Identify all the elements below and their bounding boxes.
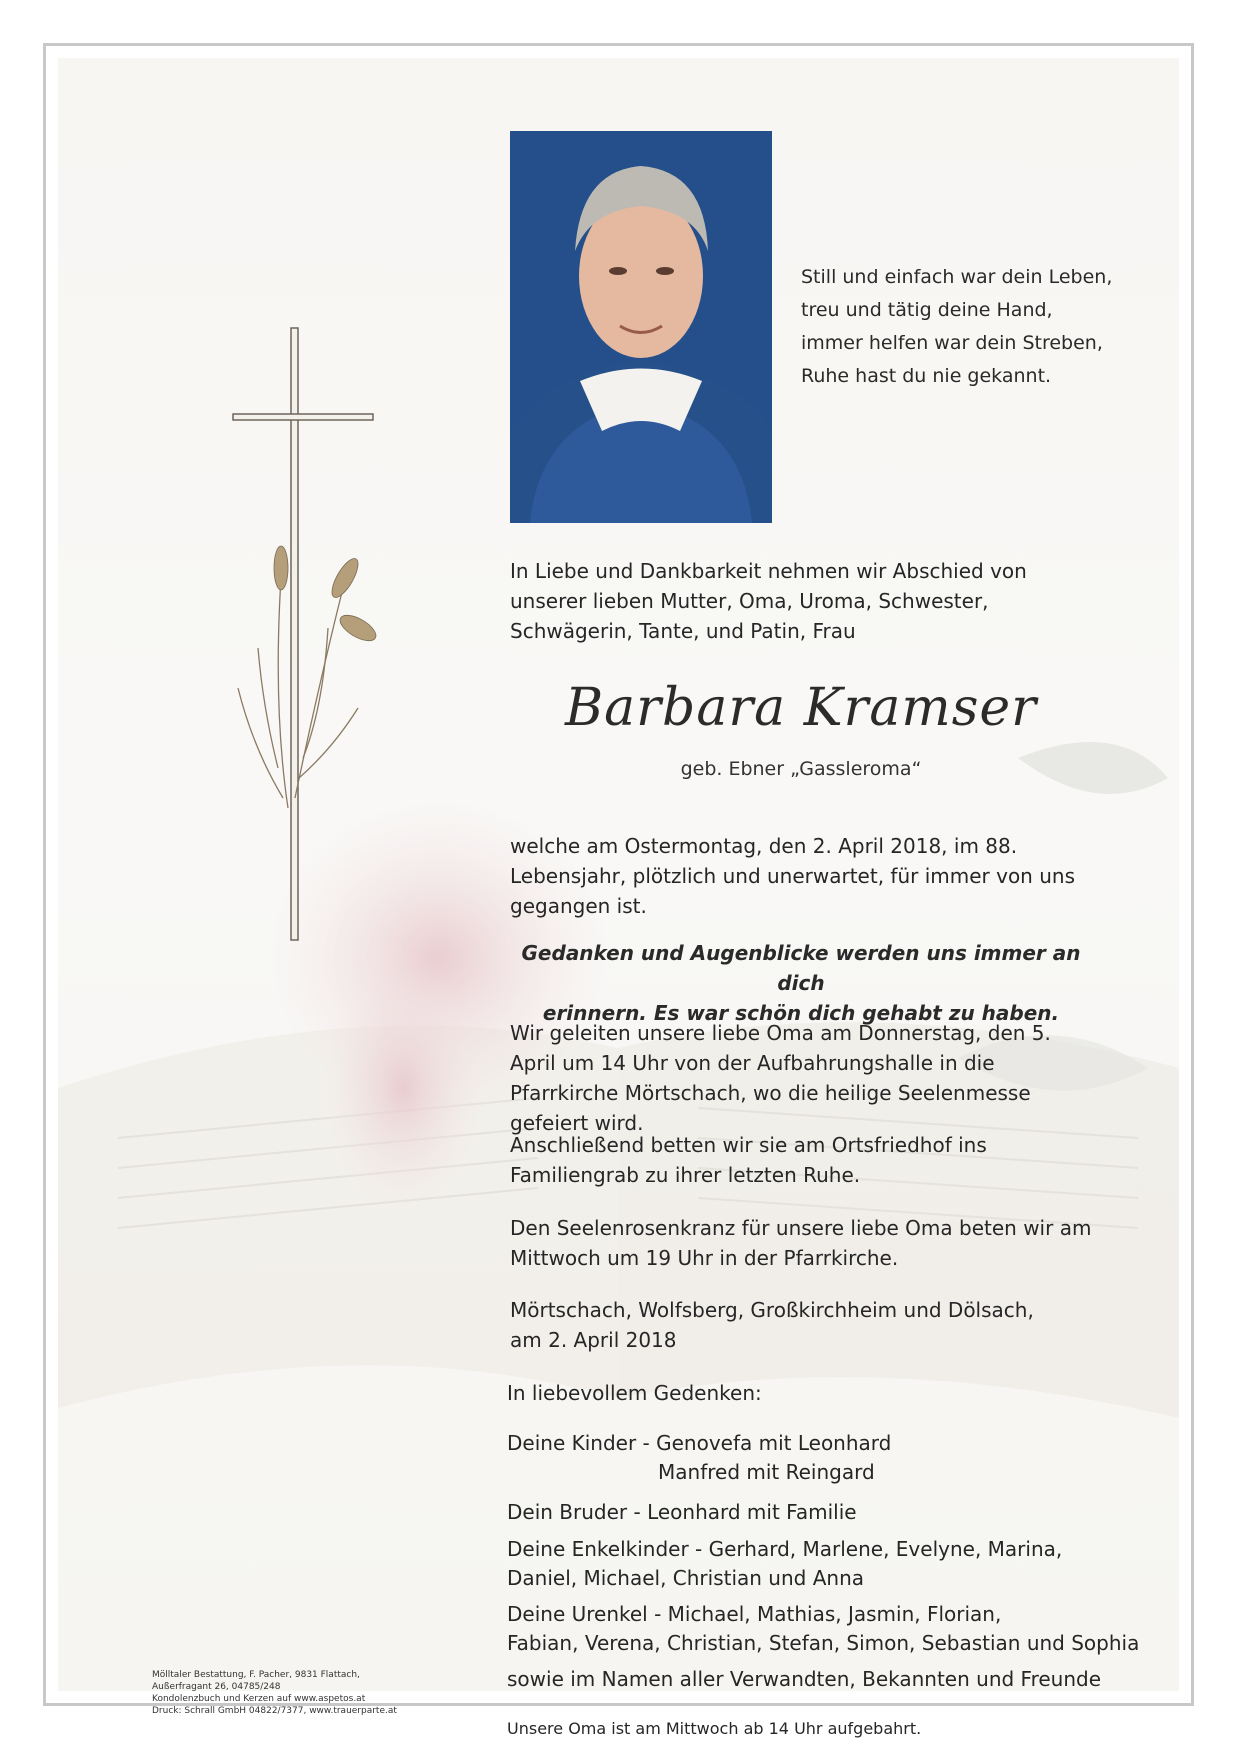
imprint-line: Außerfragant 26, 04785/248 — [152, 1682, 281, 1692]
obituary-frame — [43, 43, 1194, 1738]
children-line: Deine Kinder - Genovefa mit Leonhard — [507, 1431, 892, 1455]
family-grandchildren — [507, 1535, 1062, 1593]
intro-text: In Liebe und Dankbarkeit nehmen wir Abschied von unserer lieben Mutter, Oma, Uroma, Schwester, Schwägerin, Tante, und Patin, Frau — [510, 559, 1027, 643]
death-text: welche am Ostermontag, den 2. April 2018, im 88. Lebensjahr, plötzlich und unerwartet, für immer von uns gegangen ist. — [510, 834, 1075, 918]
place-line: Mörtschach, Wolfsberg, Großkirchheim und Dölsach, — [510, 1298, 1034, 1322]
birth-name: geb. Ebner „Gassleroma“ — [680, 758, 922, 780]
date-line: am 2. April 2018 — [510, 1328, 677, 1352]
imprint-line: Kondolenzbuch und Kerzen auf www.aspetos.at — [152, 1694, 366, 1704]
memorial-quote — [510, 938, 1092, 1028]
place-date — [510, 1295, 1092, 1355]
poem — [801, 261, 1112, 393]
poem-line: Still und einfach war dein Leben, — [801, 266, 1113, 288]
memory-heading: In liebevollem Gedenken: — [507, 1381, 762, 1405]
poem-line: Ruhe hast du nie gekannt. — [801, 365, 1052, 387]
imprint — [152, 1669, 397, 1717]
obituary-sheet — [58, 58, 1179, 1738]
imprint-line: Mölltaler Bestattung, F. Pacher, 9831 Flattach, — [152, 1670, 360, 1680]
burial-text: Anschließend betten wir sie am Ortsfriedhof ins Familiengrab zu ihrer letzten Ruhe. — [510, 1133, 987, 1187]
viewing-note: Unsere Oma ist am Mittwoch ab 14 Uhr aufgebahrt. — [507, 1719, 922, 1738]
deceased-name: Barbara Kramser — [564, 678, 1038, 738]
grandchildren-line: Daniel, Michael, Christian und Anna — [507, 1566, 865, 1590]
great-grandchildren-line: Fabian, Verena, Christian, Stefan, Simon, Sebastian und Sophia — [507, 1631, 1140, 1655]
children-line: Manfred mit Reingard — [658, 1460, 875, 1484]
family-great-grandchildren — [507, 1600, 1139, 1658]
grandchildren-line: Deine Enkelkinder - Gerhard, Marlene, Evelyne, Marina, — [507, 1537, 1063, 1561]
rosary-text: Den Seelenrosenkranz für unsere liebe Oma beten wir am Mittwoch um 19 Uhr in der Pfarrkirche. — [510, 1216, 1092, 1270]
great-grandchildren-line: Deine Urenkel - Michael, Mathias, Jasmin, Florian, — [507, 1602, 1002, 1626]
quote-line: erinnern. Es war schön dich gehabt zu haben. — [542, 1001, 1060, 1025]
funeral-text: Wir geleiten unsere liebe Oma am Donnerstag, den 5. April um 14 Uhr von der Aufbahrungshalle in die Pfarrkirche Mörtschach, wo die heilige Seelenmesse gefeiert wird. — [510, 1021, 1051, 1135]
portrait-photo — [510, 131, 772, 523]
quote-line: Gedanken und Augenblicke werden uns immer an dich — [521, 941, 1081, 995]
family-brother: Dein Bruder - Leonhard mit Familie — [507, 1500, 857, 1524]
poem-line: treu und tätig deine Hand, — [801, 299, 1053, 321]
poem-line: immer helfen war dein Streben, — [801, 332, 1103, 354]
family-children — [507, 1429, 891, 1487]
family-relatives: sowie im Namen aller Verwandten, Bekannten und Freunde — [507, 1667, 1102, 1691]
cross-with-wheat-icon — [233, 328, 373, 940]
imprint-line: Druck: Schrall GmbH 04822/7377, www.trauerparte.at — [152, 1706, 397, 1716]
